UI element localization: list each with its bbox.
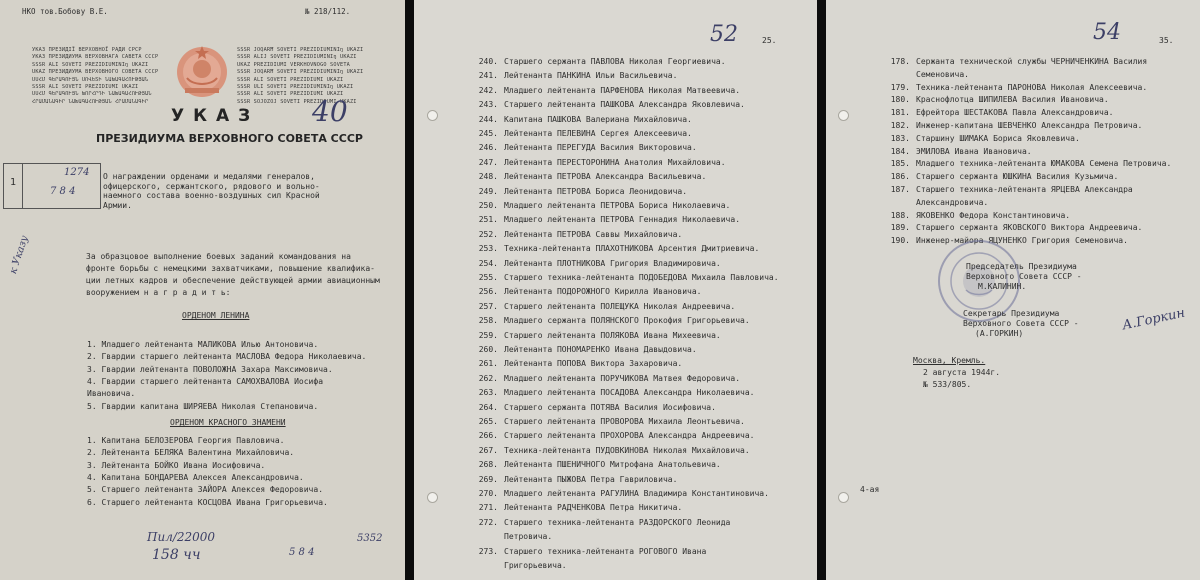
decree-body xyxy=(86,251,380,299)
item-text: Семеновича. xyxy=(916,69,969,79)
item-text: Старшего сержанта ЮШКИНА Василия Кузьмича. xyxy=(916,172,1119,182)
item-number: 259. xyxy=(478,330,498,340)
item-text: Старшего техника-лейтенанта РОГОВОГО Ивана xyxy=(504,546,707,556)
header-line: UKAZ PREZIDIUMI VERKHOVNOGO SOVETA xyxy=(237,61,350,68)
item-text: Александровича. xyxy=(916,197,989,207)
item-text: Лейтенанта ПОПОВА Виктора Захаровича. xyxy=(504,359,683,369)
item-number: 188. xyxy=(890,210,910,220)
item-number: 255. xyxy=(478,273,498,282)
item-number: 257. xyxy=(478,301,498,311)
item-number: 184. xyxy=(890,146,910,156)
item-number: 268. xyxy=(478,460,498,470)
item-number: 242. xyxy=(478,85,498,95)
item-text: Лейтенанта ПШЕНИЧНОГО Митрофана Анатольевича. xyxy=(504,460,721,470)
item-text: Лейтенанта РАДЧЕНКОВА Петра Никитича. xyxy=(504,503,683,513)
decree-number: № 533/805. xyxy=(923,380,972,389)
page-number: 35. xyxy=(1159,36,1174,45)
item-number: 243. xyxy=(478,100,498,110)
header-line: SSSR ALI SOVETI PREZIDIUMINIŋ UKAZI xyxy=(32,61,149,68)
header-line: ՍՍՀՄ ԳԵՐԱԳՈՒՅՆ ԽՈՐՀՐԴԻ ՆԱԽԱԳԱՀՈՒԹՅԱՆ xyxy=(32,91,152,98)
item-number: 185. xyxy=(890,159,910,169)
item-number: 264. xyxy=(478,402,498,412)
award-item: 5. Старшего лейтенанта ЗАЙОРА Алексея Федоровича. xyxy=(87,485,324,495)
margin-note: к Указу xyxy=(8,234,31,276)
doc-number: № 218/112. xyxy=(305,7,351,16)
bottom-handwriting: Пил/22000 xyxy=(147,530,216,544)
handwritten-number: 40 xyxy=(312,95,348,128)
item-number: 267. xyxy=(478,445,498,455)
item-text: Лейтенанта ПЫЖОВА Петра Гавриловича. xyxy=(504,474,678,484)
item-text: Техника-лейтенанта ПАРОНОВА Николая Алексеевича. xyxy=(916,82,1148,92)
item-text: Инженер-майора ЯЦУНЕНКО Григория Семеновича. xyxy=(916,236,1128,246)
body-line: фронте борьбы с немецкими захватчиками, повышение квалифика- xyxy=(86,264,375,273)
signature-line: Председатель Президиума xyxy=(966,262,1077,271)
handwritten-page: 54 xyxy=(1093,20,1121,45)
item-number: 252. xyxy=(478,229,498,239)
item-text: Техника-лейтенанта ПЛАХОТНИКОВА Арсентия Дмитриевича. xyxy=(504,244,760,254)
item-number: 248. xyxy=(478,172,498,182)
item-text: Лейтенанта ПЕЛЕВИНА Сергея Алексеевича. xyxy=(504,129,692,138)
item-text: Лейтенанта ПАНКИНА Ильи Васильевича. xyxy=(504,71,678,81)
item-text: Младшего лейтенанта РАГУЛИНА Владимира Константиновича. xyxy=(504,489,769,498)
item-text: Младшего лейтенанта ПЕТРОВА Бориса Николаевича. xyxy=(504,201,731,210)
item-text: Старшину ШИМАКА Бориса Яковлевича. xyxy=(916,133,1080,143)
stamp-number: 1274 xyxy=(64,167,90,178)
document-page-3 xyxy=(826,0,1200,580)
body-line: ции летных кадров и обеспечение действующей армии авиационным xyxy=(86,276,380,285)
item-text: Младшего техника-лейтенанта ЮМАКОВА Семена Петровича. xyxy=(916,159,1172,169)
stamp-digit: 1 xyxy=(10,177,17,188)
item-number: 251. xyxy=(478,215,498,225)
item-number: 261. xyxy=(478,359,498,369)
item-number: 250. xyxy=(478,201,498,210)
signature-line: Верховного Совета СССР - xyxy=(966,272,1082,281)
item-number: 181. xyxy=(890,108,910,118)
item-text: Старшего лейтенанта ПАШКОВА Александра Яковлевича. xyxy=(504,100,745,110)
item-number: 182. xyxy=(890,121,910,130)
item-number: 183. xyxy=(890,133,910,143)
item-text: Григорьевича. xyxy=(504,561,567,570)
footer-mark: 4-ая xyxy=(860,485,880,494)
item-number: 272. xyxy=(478,517,498,527)
subject-line: Армии. xyxy=(103,200,132,210)
bottom-right-handwriting: 5352 xyxy=(357,533,383,544)
award-item: 1. Капитана БЕЛОЗЕРОВА Георгия Павловича. xyxy=(87,436,285,445)
item-number: 260. xyxy=(478,345,498,354)
secretary-handwritten-signature: А.Горкин xyxy=(1121,305,1187,334)
punch-hole xyxy=(427,492,438,503)
body-line: За образцовое выполнение боевых заданий командования на xyxy=(86,252,351,261)
item-text: ЯКОВЕНКО Федора Константиновича. xyxy=(916,210,1071,220)
stamp-date: 7 8 4 xyxy=(50,186,76,197)
punch-hole xyxy=(838,110,849,121)
item-text: Капитана ПАШКОВА Валериана Михайловича. xyxy=(504,114,692,124)
item-text: Младшего лейтенанта ПАРФЕНОВА Николая Матвеевича. xyxy=(504,85,741,95)
item-number: 263. xyxy=(478,388,498,398)
award-item: 3. Лейтенанта БОЙКО Ивана Иосифовича. xyxy=(87,460,266,470)
item-number: 246. xyxy=(478,143,498,153)
subject-line: наемного состава военно-воздушных сил Красной xyxy=(103,191,320,201)
item-text: Петровича. xyxy=(504,532,553,542)
title: УКАЗ xyxy=(171,106,260,126)
item-text: Лейтенанта ПЕТРОВА Александра Васильевича. xyxy=(504,172,707,182)
item-text: Старшего лейтенанта ПРОВОРОВА Михаила Леонтьевича. xyxy=(504,417,745,426)
item-number: 179. xyxy=(890,82,910,92)
item-text: Краснофлотца ШИПИЛЕВА Василия Ивановича. xyxy=(916,95,1109,105)
header-line: ՀՐԱՄԱՆԱԳԻՐ ՆԱԽԱԳԱՀՈՒԹՅԱՆ ՀՐԱՄԱՆԱԳԻՐ xyxy=(32,98,149,105)
item-number: 180. xyxy=(890,95,910,105)
ussr-emblem-icon xyxy=(173,42,231,100)
item-text: Лейтенанта ПОДОРОЖНОГО Кирилла Ивановича. xyxy=(504,287,702,297)
signature-line: Секретарь Президиума xyxy=(963,309,1060,318)
header-line: SSSR JOQARĦ SOVETI PREZIDIUMINIŋ UKAZI xyxy=(237,47,364,53)
item-number: 190. xyxy=(890,236,910,246)
handwritten-page: 52 xyxy=(710,22,738,47)
item-text: Старшего сержанта ЯКОВСКОГО Виктора Андреевича. xyxy=(916,223,1143,233)
header-line: SSSR ALI SOVETI PREZIDIUMI UKAZI xyxy=(237,76,344,83)
item-text: Старшего техника-лейтенанта ПОДОБЕДОВА Михаила Павловича. xyxy=(504,273,779,282)
item-text: Ефрейтора ШЕСТАКОВА Павла Александровича. xyxy=(916,108,1114,118)
award-item: Ивановича. xyxy=(87,389,136,399)
award-item: 6. Старшего лейтенанта КОСЦОВА Ивана Григорьевича. xyxy=(87,497,328,507)
item-text: ЭМИЛОВА Ивана Ивановича. xyxy=(916,146,1032,156)
header-line: УКАЗ ПРЕЗИДІЇ ВЕРХОВНОЇ РАДИ СРСР xyxy=(32,47,142,53)
award-item: 2. Гвардии старшего лейтенанта МАСЛОВА Федора Николаевича. xyxy=(87,352,367,362)
item-text: Старшего техника-лейтенанта ЯРЦЕВА Александра xyxy=(916,185,1133,194)
item-text: Младшего лейтенанта ПЕТРОВА Геннадия Николаевича. xyxy=(504,215,741,225)
item-number: 265. xyxy=(478,417,498,426)
subject-line: О награждении орденами и медалями генералов, xyxy=(103,172,315,181)
item-text: Лейтенанта ПЕРЕГУДА Василия Викторовича. xyxy=(504,143,697,153)
punch-hole xyxy=(427,110,438,121)
item-number: 254. xyxy=(478,258,498,268)
subtitle: ПРЕЗИДИУМА ВЕРХОВНОГО СОВЕТА СССР xyxy=(96,132,363,145)
header-line: UKAZ ПРЕЗИДИУМА ВЕРХОВНОГО СОВЕТА СССР xyxy=(32,69,159,76)
item-number: 273. xyxy=(478,546,498,556)
item-text: Старшего лейтенанта ПОЛЯКОВА Ивана Михеевича. xyxy=(504,330,721,340)
header-line: SSSR ALI SOVETI PREZIDIUMI UKAZI xyxy=(32,83,139,90)
item-text: Младшего лейтенанта ПОРУЧИКОВА Матвея Федоровича. xyxy=(504,373,741,383)
award-item: 1. Младшего лейтенанта МАЛИКОВА Илью Антоновича. xyxy=(87,340,319,349)
subject-line: офицерского, сержантского, рядового и вольно- xyxy=(103,181,320,191)
item-number: 187. xyxy=(890,185,910,194)
header-line: SSSR SOJOZOJ SOVETI PREZIDIUMI UKAZI xyxy=(237,98,357,105)
header-line: SSSR ULI SOVETI PREZIDIUMINIŋ UKAZI xyxy=(237,83,354,90)
header-line: SSSR ALI SOVETI PREZIDIUMI UKAZI xyxy=(237,91,344,98)
award-item: 4. Гвардии старшего лейтенанта САМОХВАЛОВА Иосифа xyxy=(87,376,324,386)
item-number: 262. xyxy=(478,373,498,383)
item-number: 241. xyxy=(478,71,498,81)
item-number: 249. xyxy=(478,186,498,196)
item-text: Младшего сержанта ПОЛЯНСКОГО Прокофия Григорьевича. xyxy=(504,316,750,326)
item-text: Лейтенанта ПЕРЕСТОРОНИНА Анатолия Михайловича. xyxy=(504,157,726,167)
item-text: Старшего лейтенанта ПРОХОРОВА Александра Андреевича. xyxy=(504,431,755,441)
award-item: 3. Гвардии лейтенанта ПОВОЛОЖНА Захара Максимовича. xyxy=(87,364,333,374)
document-page-2 xyxy=(414,0,817,580)
item-number: 256. xyxy=(478,287,498,297)
body-line: вооружением н а г р а д и т ь: xyxy=(86,288,231,297)
item-number: 245. xyxy=(478,129,498,138)
item-number: 244. xyxy=(478,114,498,124)
bottom-date: 5 8 4 xyxy=(289,547,315,558)
item-number: 178. xyxy=(890,57,910,66)
item-text: Младшего лейтенанта ПОСАДОВА Александра Николаевича. xyxy=(504,388,755,398)
item-number: 189. xyxy=(890,223,910,233)
item-number: 186. xyxy=(890,172,910,182)
item-text: Инженер-капитана ШЕВЧЕНКО Александра Петровича. xyxy=(916,121,1143,130)
item-text: Лейтенанта ПЕТРОВА Бориса Леонидовича. xyxy=(504,186,688,196)
item-text: Старшего сержанта ПАВЛОВА Николая Георгиевича. xyxy=(504,57,726,66)
signature-line: (А.ГОРКИН) xyxy=(975,329,1024,338)
top-note: НКО тов.Бобову В.Е. xyxy=(22,7,108,16)
header-line: SSSR ALIJ SOVETI PREZIDIUMINIŋ UKAZI xyxy=(237,54,357,61)
bottom-handwriting-2: 158 чч xyxy=(152,547,201,563)
header-line: ՍՍՀՄ ԳԵՐԱԳՈՒՅՆ ՍՈՎԵՏԻ ՆԱԽԱԳԱՀՈՒԹՅԱՆ xyxy=(32,76,149,83)
decree-subject xyxy=(103,172,320,210)
section-order-lenin: ОРДЕНОМ ЛЕНИНА xyxy=(182,311,250,320)
place: Москва, Кремль. xyxy=(913,356,986,365)
punch-hole xyxy=(838,492,849,503)
item-text: Лейтенанта ПЕТРОВА Саввы Михайловича. xyxy=(504,229,683,239)
page-number: 25. xyxy=(762,36,777,45)
award-item: 5. Гвардии капитана ШИРЯЕВА Николая Степановича. xyxy=(87,401,319,411)
item-number: 253. xyxy=(478,244,498,254)
award-item: 4. Капитана БОНДАРЕВА Алексея Александровича. xyxy=(87,472,304,482)
signature-line: Верховного Совета СССР - xyxy=(963,319,1079,328)
header-line: SSSR JOQARĦ SOVETI PREZIDIUMINIŋ UKAZI xyxy=(237,69,364,76)
document-page-1 xyxy=(0,0,405,580)
header-left-languages xyxy=(32,47,158,106)
item-number: 271. xyxy=(478,503,498,513)
item-text: Старшего лейтенанта ПОЛЕЩУКА Николая Андреевича. xyxy=(504,301,736,311)
item-number: 258. xyxy=(478,316,498,326)
date: 2 августа 1944г. xyxy=(923,368,1001,377)
signature-line: М.КАЛИНИН. xyxy=(978,282,1027,291)
section-order-red-banner: ОРДЕНОМ КРАСНОГО ЗНАМЕНИ xyxy=(170,418,286,427)
item-number: 240. xyxy=(478,57,498,66)
item-text: Лейтенанта ПЛОТНИКОВА Григория Владимировича. xyxy=(504,258,721,268)
item-text: Старшего техника-лейтенанта РАЗДОРСКОГО Леонида xyxy=(504,517,731,527)
item-number: 266. xyxy=(478,431,498,441)
item-text: Сержанта технической службы ЧЕРНИЧЕНКИНА Василия xyxy=(916,57,1148,66)
item-number: 270. xyxy=(478,489,498,498)
item-number: 269. xyxy=(478,474,498,484)
item-number: 247. xyxy=(478,157,498,167)
award-item: 2. Лейтенанта БЕЛЯКА Валентина Михайловича. xyxy=(87,448,295,458)
item-text: Техника-лейтенанта ПУДОВКИНОВА Николая Михайловича. xyxy=(504,445,750,455)
header-line: УКАЗ ПРЕЗИДИУМА ВЕРХОВНАГА САВЕТА СССР xyxy=(32,54,159,61)
item-text: Лейтенанта ПОНОМАРЕНКО Ивана Давыдовича. xyxy=(504,345,697,354)
item-text: Старшего сержанта ПОТЯВА Василия Иосифовича. xyxy=(504,402,716,412)
